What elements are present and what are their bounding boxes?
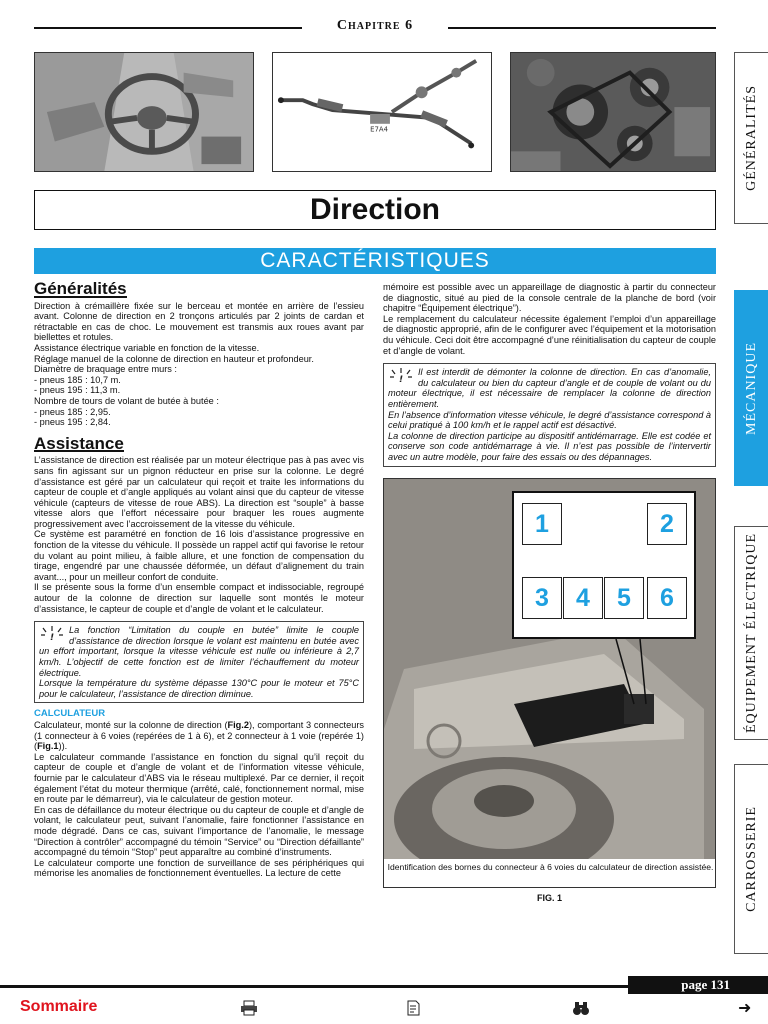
- heading-generalites: Généralités: [34, 279, 127, 298]
- paragraph: Il se présente sous la forme d’un ensemble compact et indissociable, regroupé autour de la colonne de direction sur laquelle sont montés le moteur d’assistance, le capteur de couple et d’angle de volant et le calculateur.: [34, 582, 364, 614]
- photo-engine-bay: [510, 52, 716, 172]
- chapter-header: [34, 18, 716, 34]
- heading-assistance: Assistance: [34, 433, 124, 453]
- pin-2: 2: [647, 503, 687, 545]
- paragraph: Le remplacement du calculateur nécessite également l’emploi d’un appareillage de diagnostic approprié, afin de le configurer avec l’équipement et la motorisation du véhicule. Ceci doit être accompagné d’une réinitialisation du capteur de couple et d’angle de volant.: [383, 313, 716, 356]
- tab-equipement-electrique[interactable]: ÉQUIPEMENT ÉLECTRIQUE: [734, 526, 768, 740]
- pin-1: 1: [522, 503, 562, 545]
- paragraph: Nombre de tours de volant de butée à butée :: [34, 395, 219, 406]
- tab-mecanique[interactable]: MÉCANIQUE: [734, 290, 768, 486]
- paragraph: Le calculateur comporte une fonction de surveillance de ses périphériques qui mémorise les anomalies de fonctionnement éventuelles. La lecture de cette: [34, 857, 364, 879]
- section-heading: CARACTÉRISTIQUES: [34, 248, 716, 274]
- paragraph: Calculateur, monté sur la colonne de direction (Fig.2), comportant 3 connecteurs (1 connecteur à 6 voies (repérées de 1 à 6), et 2 connecteur à 1 voie (repérée 1) (Fig.1)).: [34, 719, 364, 752]
- warning-icon: [388, 367, 414, 385]
- paragraph: Assistance électrique variable en fonction de la vitesse.: [34, 342, 260, 353]
- warning-icon: [39, 625, 65, 643]
- svg-text:!: !: [399, 375, 404, 386]
- paragraph: L’assistance de direction est réalisée par un moteur électrique pas à pas avec vis sans fin agissant sur un pignon réducteur en prise sur la colonne. Le degré d’assistance est géré par un calculateur qui reçoit et traite les informations du capteur de couple et d’angle appliqués au volant ainsi que du capteur de vitesse véhicule (capteurs de vitesse de roue ABS). La direction est “souple” à basse vitesse alors que l’effort nécessaire pour braquer les roues augmente progressivement avec l’accroissement de la vitesse du véhicule.: [34, 455, 364, 529]
- pin-3: 3: [522, 577, 562, 619]
- pin-5: 5: [604, 577, 644, 619]
- page-title: Direction: [34, 190, 716, 230]
- chapter-title: Chapitre 6: [336, 18, 414, 33]
- photo-steering-wheel-interior: [34, 52, 254, 172]
- paragraph: Réglage manuel de la colonne de direction en hauteur et profondeur.: [34, 353, 314, 364]
- heading-calculateur: CALCULATEUR: [34, 708, 106, 720]
- list-item: - pneus 195 : 11,3 m.: [34, 385, 121, 396]
- figure-label: FIG. 1: [536, 893, 562, 903]
- list-item: - pneus 185 : 2,95.: [34, 406, 111, 417]
- photo-steering-rack-diagram: [272, 52, 492, 172]
- header-rule-left: [34, 27, 302, 29]
- warning-note: ! Il est interdit de démonter la colonne de direction. En cas d’anomalie, du calculateur ou bien du capteur d’angle et de couple de volant ou du moteur électrique, il est nécessaire de remplacer la colonne de direction entièrement. En l’absence d’information vitesse véhicule, le degré d’assistance correspond à celui pratiqué à 100 km/h et le rappel actif est désactivé. La colonne de direction participe au dispositif antidémarrage. Elle est codée et conserve son code antidémarrage à vie. Il n’est pas possible de l’intervertir avec un autre modèle, pour faire des essais ou des dépannages.: [383, 363, 716, 466]
- paragraph: Direction à crémaillère fixée sur le berceau et montée en arrière de l’essieu avant. Colonne de direction en 2 tronçons articulés par 2 joints de cardan et rétractable en cas de choc. Le mouvement est transmis aux roues avant par biellettes et rotules.: [34, 300, 364, 343]
- header-rule-right: [448, 27, 716, 29]
- figure-connector: [383, 478, 716, 888]
- binoculars-icon[interactable]: [572, 1000, 590, 1016]
- document-icon[interactable]: [404, 1000, 422, 1016]
- warning-note: ! La fonction “Limitation du couple en butée” limite le couple d’assistance de direction lorsque le volant est maintenu en butée avec un effort important, lorsque la vitesse véhicule est nulle ou inférieure à 2,7 km/h. L’objectif de cette fonction est de limiter l’échauffement du moteur électrique. Lorsque la température du système dépasse 130°C pour le moteur et 75°C pour le calculateur, l’assistance de direction diminue.: [34, 621, 364, 703]
- right-column: [383, 282, 716, 473]
- tab-generalites[interactable]: GÉNÉRALITÉS: [734, 52, 768, 224]
- tab-carrosserie[interactable]: CARROSSERIE: [734, 764, 768, 954]
- pin-6: 6: [647, 577, 687, 619]
- next-arrow-icon[interactable]: ➜: [738, 1000, 752, 1017]
- left-column: [34, 279, 364, 879]
- figure-caption: Identification des bornes du connecteur à 6 voies du calculateur de direction assistée.: [384, 859, 716, 887]
- page-number: page 131: [628, 976, 768, 994]
- pin-4: 4: [563, 577, 603, 619]
- list-item: - pneus 185 : 10,7 m.: [34, 374, 121, 385]
- paragraph: mémoire est possible avec un appareillage de diagnostic à partir du connecteur de diagnostic, situé au pied de la console centrale de la planche de bord (voir chapitre “Équipement électrique”).: [383, 282, 716, 314]
- paragraph: Le calculateur commande l’assistance en fonction du signal qu’il reçoit du capteur de couple et d’angle de volant et de l’information vitesse véhicule, fournie par le calculateur d’ABS via le réseau multiplexé. Par ce dernier, il reçoit également l’état du moteur thermique (arrêté, calé, fonctionnement normal, mise en route par le démarreur), via le calculateur de gestion moteur.: [34, 751, 364, 805]
- photo-marking: E7A4: [370, 125, 389, 134]
- paragraph: Ce système est paramétré en fonction de 16 lois d’assistance progressive en fonction de la vitesse du véhicule. Il possède un rappel actif qui favorise le retour du volant au point milieu, à faible allure, et une fonction de compensation du tirage, engendré par une chaussée déformée, un défaut d’alignement du train avant..., pour un meilleur confort de conduite.: [34, 529, 364, 582]
- connector-diagram: [512, 491, 696, 639]
- list-item: - pneus 195 : 2,84.: [34, 417, 111, 428]
- print-icon[interactable]: [240, 1000, 258, 1016]
- paragraph: Diamètre de braquage entre murs :: [34, 364, 177, 375]
- paragraph: En cas de défaillance du moteur électrique ou du capteur de couple et d’angle de volant, le calculateur peut, suivant l’anomalie, faire fonctionner l’assistance en mode dégradé. Dans ce cas, suivant l’importance de l’anomalie, le message “Direction à contrôler” accompagné du témoin “Service” ou “Direction défaillante” accompagné du témoin “Stop” peut apparaître au combiné d’instruments.: [34, 804, 364, 858]
- figure-photo: [383, 478, 716, 888]
- svg-text:!: !: [50, 633, 55, 644]
- sommaire-link[interactable]: Sommaire: [20, 998, 98, 1015]
